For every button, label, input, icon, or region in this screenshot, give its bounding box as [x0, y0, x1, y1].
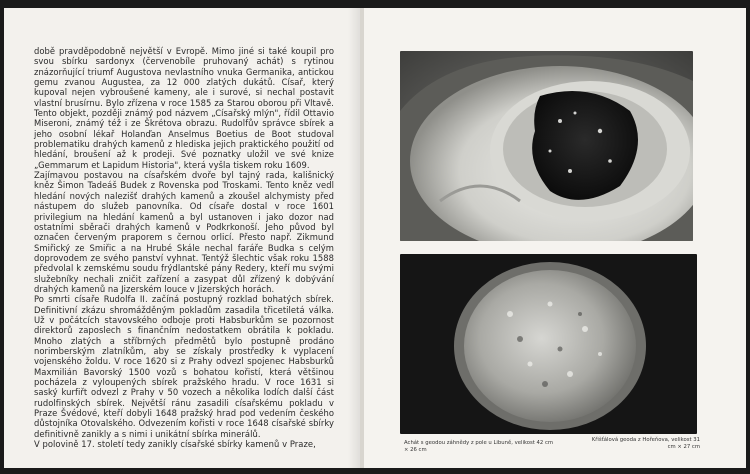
paragraph: Zajímavou postavou na císařském dvoře byl tajný rada, kališnický kněz Šimon Tadeáš Budek z Rovenska pod Troskami. Tento kněz vedl hledání nových nalezišť drahých kamenů a zkoušel alchymisty před nástupem do služeb panovníka. Od císaře dostal v roce 1601 privilegium na hledání kamenů a byl ustanoven i jako dozor nad ostatními sběrači drahých kamenů v Podkrkonoší. Jeho původ byl označen červeným praporem s černou orlicí. Přesto např. Zikmund Smiřický ze Smiřic a na Hrubé Skále nechal faráře Budka s celým doprovodem ze svého panství vyhnat. Tentýž šlechtic však roku 1588 předvolal k zemskému soudu frýdlantské pány Redery, kteří mu svými služebníky nechali zničit zařízení a zasypat důl zřízený k dobývání drahých kamenů na Jizerském louce v Jizerských horách.: [34, 170, 334, 294]
caption-achat: Achát s geodou záhnědy z pole u Libuně, velikost 42 cm × 26 cm: [404, 440, 554, 453]
body-text: [34, 46, 334, 449]
geode-quartz-photo: [400, 254, 697, 434]
geode-achat-photo: [400, 51, 693, 241]
paragraph: Po smrti císaře Rudolfa II. začíná postupný rozklad bohatých sbírek. Definitivní zkázu shromážděným pokladům zasadila třicetiletá válka. Už v počátcích stavovského odboje proti Habsburkům se pozornost direktorů zaposlech s finančním nedostatkem obrátila k pokladu. Mnoho zlatých a stříbrných předmětů bylo postupně prodáno norimberským zlatníkům, aby se získaly prostředky k vyplacení vojenského žoldu. V roce 1620 si z Prahy odvezl spojenec Habsburků Maxmilián Bavorský 1500 vozů s bohatou kořistí, která většinou pocházela z vyloupených sbírek pražského hradu. V roce 1631 si saský kurfiřt odvezl z Prahy v 50 vozech a několika lodích další část rudolfinských sbírek. Největší ránu zasadili císařskému pokladu v Praze Švédové, kteří dobyli 1648 pražský hrad pod vedením českého důstojníka Otovalského. Odvezením kořisti v roce 1648 císařské sbírky definitivně zanikly a s nimi i unikátní sbírka minerálů.: [34, 294, 334, 439]
paragraph: době pravděpodobně největší v Evropě. Mimo jiné si také koupil pro svou sbírku sardonyx (červenobíle pruhovaný achát) s rytinou znázorňující triumf Augustova nevlastního vnuka Germanika, antickou gemu zvanou Augustea, za 12 000 zlatých dukátů. Císař, který kupoval nejen vybroušené kameny, ale i surové, si nechal postavit vlastní brusírnu. Bylo zřízena v roce 1585 za Starou oborou při Vltavě. Tento objekt, později známý pod názvem „Císařský mlýn", řídil Ottavio Miseroni, známý též i ze Škrétova obrazu. Rudolfův správce sbírek a jeho osobní lékař Holanďan Anselmus Boetius de Boot studoval problematiku drahých kamenů z hlediska jejich praktického použití od hledání, broušení až k prodeji. Své poznatky uložil ve své knize „Gemmarum et Lapidum Historia", která vyšla tiskem roku 1609.: [34, 46, 334, 170]
caption-quartz: Křišťálová geoda z Hořeňova, velikost 31 cm × 27 cm: [591, 437, 700, 450]
right-page: [364, 8, 746, 468]
paragraph: V polovině 17. století tedy zanikly císařské sbírky kamenů v Praze,: [34, 439, 316, 450]
gutter-shadow: [348, 8, 360, 468]
left-page: [4, 8, 360, 468]
book-spread: [4, 8, 746, 468]
